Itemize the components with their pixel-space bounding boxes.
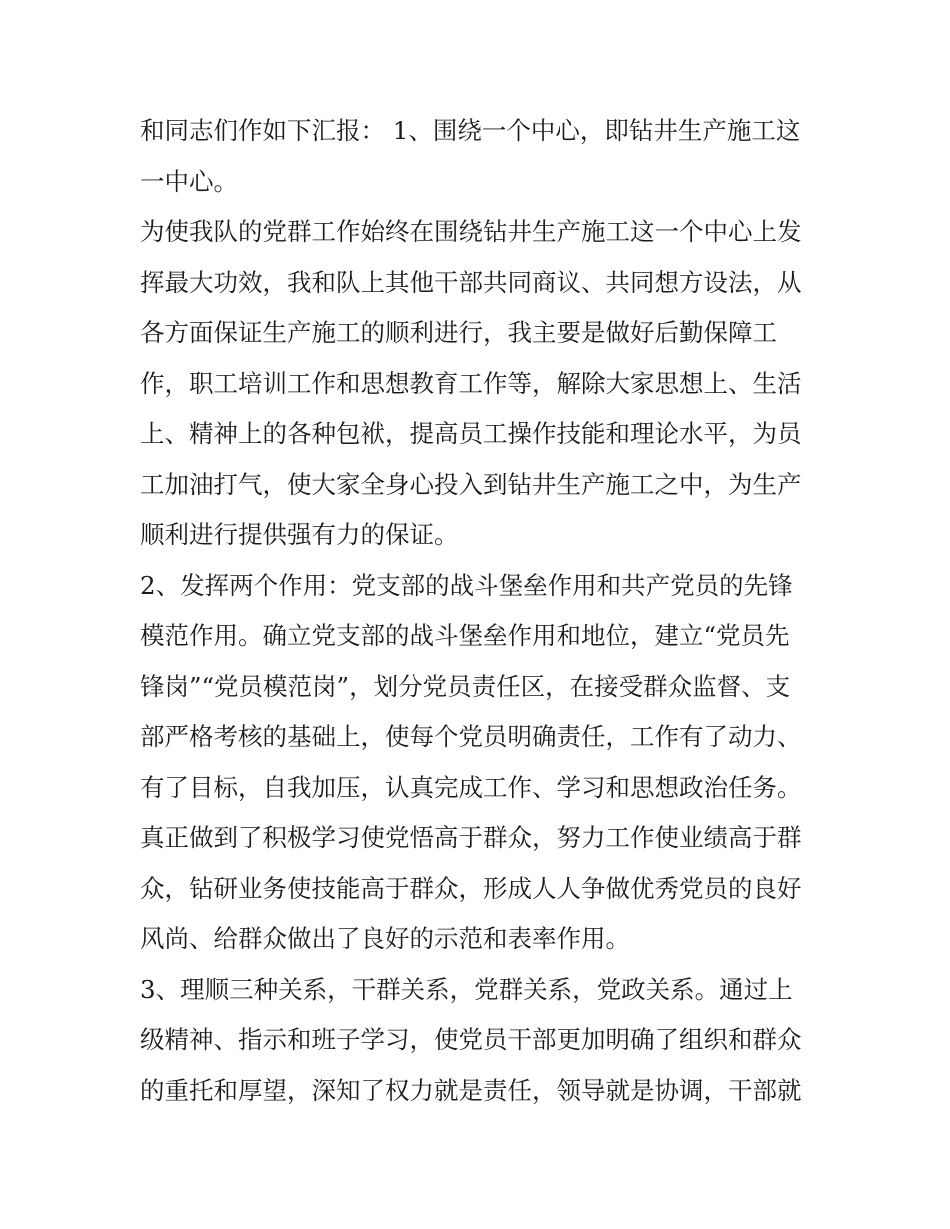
text-line: 一中心。: [140, 166, 238, 196]
text-line: 有了目标，自我加压，认真完成工作、学习和思想政治任务。: [140, 772, 802, 802]
text-line: 锋岗”“党员模范岗”，划分党员责任区，在接受群众监督、支: [140, 671, 791, 701]
text-line: 各方面保证生产施工的顺利进行，我主要是做好后勤保障工: [140, 318, 777, 347]
text-line: 模范作用。确立党支部的战斗堡垒作用和地位，建立“党员先: [140, 621, 790, 650]
text-line: 为使我队的党群工作始终在围绕钻井生产施工这一个中心上发: [140, 217, 802, 246]
text-line: 顺利进行提供强有力的保证。: [140, 520, 459, 549]
text-line: 级精神、指示和班子学习，使党员干部更加明确了组织和群众: [140, 1025, 802, 1054]
text-line: 众，钻研业务使技能高于群众，形成人人争做优秀党员的良好: [140, 873, 802, 903]
text-line: 3、理顺三种关系，干群关系，党群关系，党政关系。通过上: [140, 974, 793, 1004]
text-line: 和同志们作如下汇报： 1、围绕一个中心，即钻井生产施工这: [140, 116, 801, 145]
text-line: 真正做到了积极学习使党悟高于群众，努力工作使业绩高于群: [140, 823, 802, 852]
text-line: 部严格考核的基础上，使每个党员明确责任，工作有了动力、: [140, 722, 802, 751]
text-line: 工加油打气，使大家全身心投入到钻井生产施工之中，为生产: [140, 469, 802, 499]
text-line: 2、发挥两个作用：党支部的战斗堡垒作用和共产党员的先锋: [140, 570, 793, 600]
text-line: 上、精神上的各种包袱，提高员工操作技能和理论水平，为员: [140, 419, 802, 448]
text-line: 风尚、给群众做出了良好的示范和表率作用。: [140, 924, 630, 953]
text-line: 的重托和厚望，深知了权力就是责任，领导就是协调，干部就: [140, 1075, 802, 1105]
text-line: 作，职工培训工作和思想教育工作等，解除大家思想上、生活: [140, 368, 802, 398]
document-body: [140, 106, 820, 1116]
text-line: 挥最大功效，我和队上其他干部共同商议、共同想方设法，从: [140, 267, 802, 297]
